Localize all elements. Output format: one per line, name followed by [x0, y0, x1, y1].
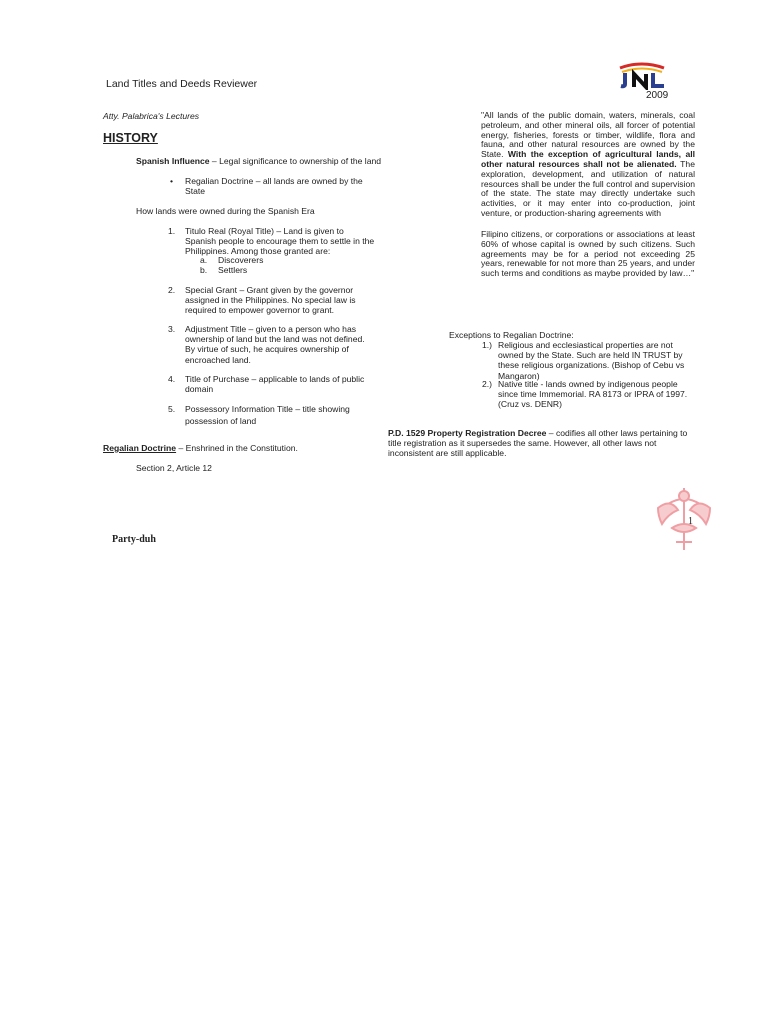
exception-number: 2.) [482, 379, 493, 389]
titulo-real-item: Titulo Real (Royal Title) – Land is given to Spanish people to encourage them to settle in the Philippines. Among those granted are: [185, 226, 375, 257]
bullet-icon: • [170, 176, 174, 186]
subitem-discoverers: Discoverers [218, 255, 264, 265]
subitem-letter: a. [200, 255, 208, 265]
exception-native-title: Native title - lands owned by indigenous people since time Immemorial. RA 8173 or IPRA of 1997. (Cruz vs. DENR) [498, 379, 688, 410]
constitution-quote-continued: Filipino citizens, or corporations or associations at least 60% of whose capital is owned by such citizens. Such agreements may be for a period not exceeding 25 years, renewable for not more than 25 years, and under such terms and conditions as maybe provided by law…" [481, 229, 695, 279]
special-grant-item: Special Grant – Grant given by the governor assigned in the Philippines. No special law is required to empower governor to grant. [185, 285, 356, 316]
regalian-doctrine-text: – Enshrined in the Constitution. [176, 443, 298, 453]
lecturer-subtitle: Atty. Palabrica's Lectures [103, 111, 200, 121]
footer-label: Party-duh [112, 534, 156, 545]
item-number: 5. [168, 404, 176, 414]
item-number: 2. [168, 285, 176, 295]
possessory-item: Possessory Information Title – title showing possession of land [185, 404, 350, 426]
quote-bold: With the exception of agricultural lands, all other natural resources shall not be alienated. [481, 149, 695, 169]
pd-1529-text: – codifies all other laws pertaining to title registration as it supersedes the same. However, all other laws not inconsistent are still applicable. [388, 428, 688, 459]
section-reference: Section 2, Article 12 [136, 463, 212, 473]
item-number: 4. [168, 374, 176, 384]
item-number: 1. [168, 226, 176, 236]
exception-number: 1.) [482, 340, 493, 350]
spanish-influence-label: Spanish Influence [136, 156, 210, 166]
jnl-logo [618, 62, 666, 90]
regalian-doctrine-label: Regalian Doctrine [103, 443, 177, 453]
title-of-purchase-item: Title of Purchase – applicable to lands of public domain [185, 374, 365, 395]
spanish-influence-text: – Legal significance to ownership of the land [209, 156, 382, 166]
seal-watermark-icon [654, 484, 714, 554]
regalian-bullet: Regalian Doctrine – all lands are owned by the State [185, 176, 363, 197]
document-title: Land Titles and Deeds Reviewer [106, 78, 258, 90]
subitem-settlers: Settlers [218, 265, 248, 275]
quote-part-2: The exploration, development, and utilization of natural resources shall be under the full control and supervision of the state. The state may directly undertake such activities, or it may enter into co-production, joint venture, or production-sharing agreements with [481, 158, 695, 218]
regalian-doctrine-para [103, 443, 298, 453]
exceptions-title: Exceptions to Regalian Doctrine: [449, 330, 574, 340]
constitution-quote [481, 111, 695, 234]
spanish-influence-para [136, 156, 382, 166]
spanish-era-question: How lands were owned during the Spanish Era [136, 206, 315, 216]
subitem-letter: b. [200, 265, 208, 275]
page-number: 1 [688, 516, 693, 527]
pd-1529-label: P.D. 1529 Property Registration Decree [388, 428, 547, 438]
pd-1529-para [388, 428, 700, 459]
year-label: 2009 [646, 90, 669, 101]
quote-part-1: "All lands of the public domain, waters, minerals, coal petroleum, and other mineral oils, all forcer of potential energy, fisheries, forests or timber, wildlife, flora and fauna, and other natural resources are owned by the State. [481, 111, 695, 160]
adjustment-title-item: Adjustment Title – given to a person who has ownership of land but the land was not defined. By virtue of such, he acquires ownership of encroached land. [185, 324, 365, 365]
history-heading: HISTORY [103, 131, 158, 145]
exception-religious: Religious and ecclesiastical properties are not owned by the State. Such are held IN TRUST by these religious organizations. (Bishop of Cebu vs Mangaron) [498, 340, 685, 381]
item-number: 3. [168, 324, 176, 334]
